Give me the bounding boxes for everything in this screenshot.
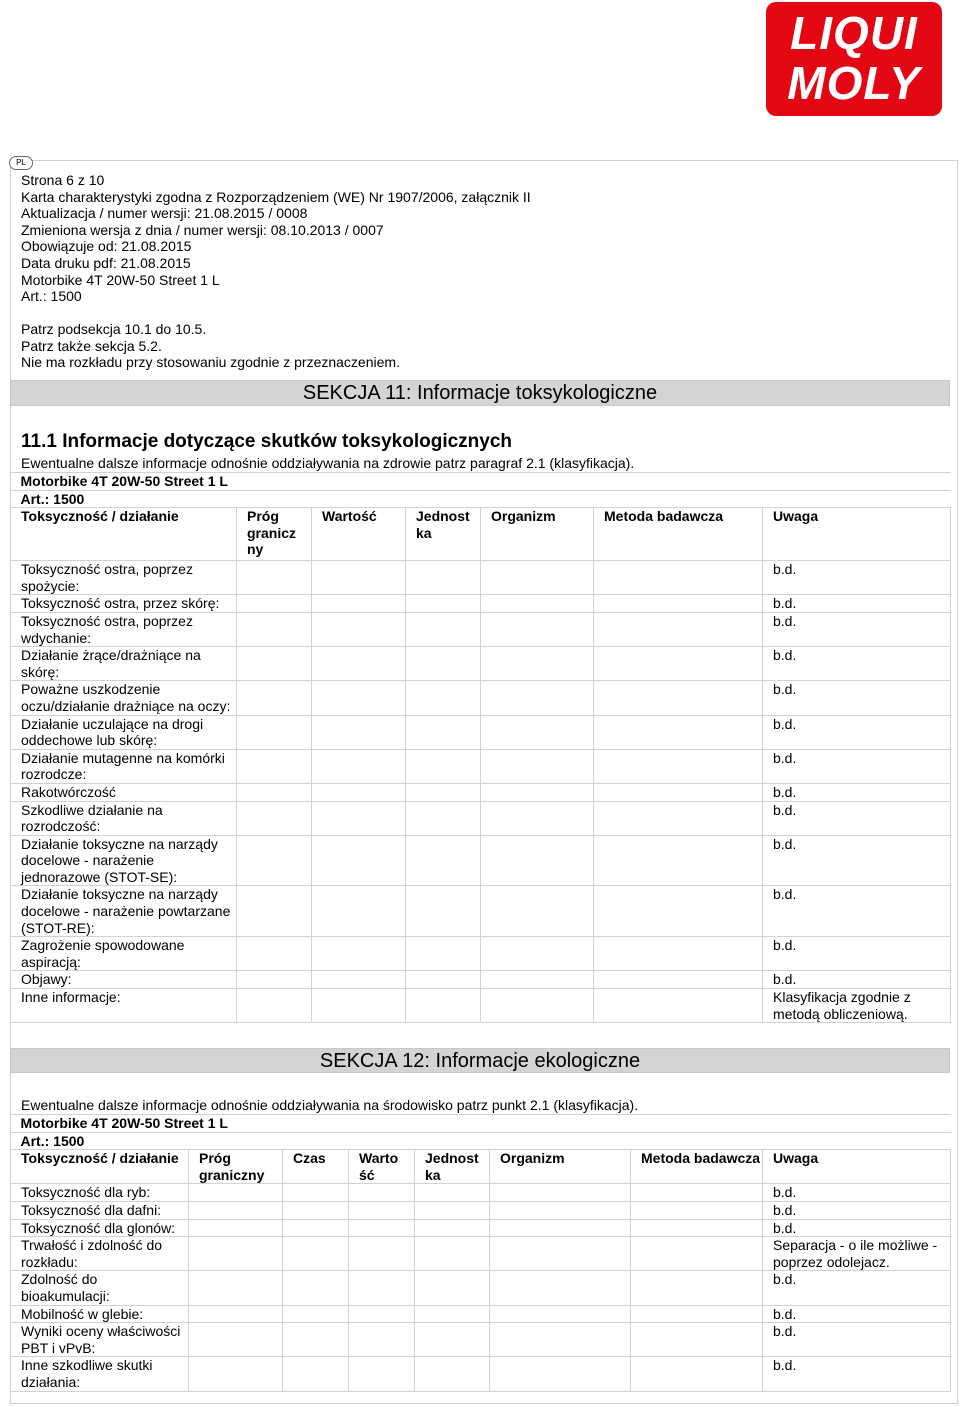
document-header <box>21 172 531 305</box>
header-prev-version: Zmieniona wersja z dnia / numer wersji: 08.10.2013 / 0007 <box>21 221 384 238</box>
row-note: b.d. <box>763 681 951 715</box>
table-row <box>11 886 951 937</box>
header-print-date: Data druku pdf: 21.08.2015 <box>21 254 191 271</box>
intro-line: Patrz także sekcja 5.2. <box>21 337 162 354</box>
table-header-row <box>11 1150 951 1184</box>
table-row <box>11 681 951 715</box>
row-label: Zagrożenie spowodowane aspiracją: <box>11 937 237 971</box>
row-label: Inne informacje: <box>11 989 237 1023</box>
country-badge: PL <box>9 156 33 170</box>
row-label: Działanie toksyczne na narządy docelowe - narażenie jednorazowe (STOT-SE): <box>11 835 237 886</box>
row-label: Mobilność w glebie: <box>11 1305 189 1323</box>
ecology-table <box>10 1114 951 1392</box>
table-row <box>11 1201 951 1219</box>
row-label: Wyniki oceny właściwości PBT i vPvB: <box>11 1323 189 1357</box>
row-note: Separacja - o ile możliwe - poprzez odolejacz. <box>763 1237 951 1271</box>
section-11-title: SEKCJA 11: Informacje toksykologiczne <box>10 380 950 406</box>
col-header: Uwaga <box>763 1150 951 1184</box>
col-header: Organizm <box>490 1150 631 1184</box>
logo-line1: LIQUI <box>790 7 918 59</box>
col-header: Czas <box>283 1150 349 1184</box>
row-note: b.d. <box>763 1219 951 1237</box>
table-row <box>11 1219 951 1237</box>
table-row <box>11 971 951 989</box>
row-note: b.d. <box>763 561 951 595</box>
row-label: Zdolność do bioakumulacji: <box>11 1271 189 1305</box>
row-label: Działanie żrące/drażniące na skórę: <box>11 647 237 681</box>
section-11-note: Ewentualne dalsze informacje odnośnie oddziaływania na zdrowie patrz paragraf 2.1 (klasyfikacja). <box>21 455 635 471</box>
row-label: Toksyczność dla dafni: <box>11 1201 189 1219</box>
col-header: Uwaga <box>763 508 951 561</box>
row-label: Toksyczność ostra, poprzez spożycie: <box>11 561 237 595</box>
table-row <box>11 1184 951 1202</box>
row-note: b.d. <box>763 1271 951 1305</box>
table-row <box>11 595 951 613</box>
row-label: Działanie uczulające na drogi oddechowe lub skórę: <box>11 715 237 749</box>
toxicology-table <box>10 472 951 1023</box>
header-valid-from: Obowiązuje od: 21.08.2015 <box>21 238 192 255</box>
row-note: b.d. <box>763 595 951 613</box>
header-art: Art.: 1500 <box>21 288 82 305</box>
row-label: Toksyczność dla ryb: <box>11 1184 189 1202</box>
table-row <box>11 749 951 783</box>
row-note: b.d. <box>763 1305 951 1323</box>
table-row <box>11 989 951 1023</box>
table-row <box>11 1271 951 1305</box>
liqui-moly-logo <box>766 2 942 116</box>
row-label: Działanie toksyczne na narządy docelowe - narażenie powtarzane (STOT-RE): <box>11 886 237 937</box>
col-header: Metoda badawcza <box>631 1150 763 1184</box>
product-art: Art.: 1500 <box>11 1132 951 1150</box>
intro-block <box>21 321 400 371</box>
col-header: Wartość <box>312 508 406 561</box>
table-row <box>11 647 951 681</box>
table-row <box>11 1237 951 1271</box>
row-note: b.d. <box>763 937 951 971</box>
col-header: Metoda badawcza <box>594 508 763 561</box>
product-art: Art.: 1500 <box>11 490 951 508</box>
row-label: Poważne uszkodzenie oczu/działanie drażniące na oczy: <box>11 681 237 715</box>
col-header: Toksyczność / działanie <box>11 508 237 561</box>
section-11-subtitle: 11.1 Informacje dotyczące skutków toksykologicznych <box>21 431 513 452</box>
header-product: Motorbike 4T 20W-50 Street 1 L <box>21 271 220 288</box>
row-label: Objawy: <box>11 971 237 989</box>
row-note: b.d. <box>763 1323 951 1357</box>
header-page: Strona 6 z 10 <box>21 172 105 188</box>
row-label: Toksyczność dla glonów: <box>11 1219 189 1237</box>
row-note: b.d. <box>763 801 951 835</box>
row-note: b.d. <box>763 1201 951 1219</box>
row-label: Rakotwórczość <box>11 783 237 801</box>
row-label: Trwałość i zdolność do rozkładu: <box>11 1237 189 1271</box>
header-regulation: Karta charakterystyki zgodna z Rozporządzeniem (WE) Nr 1907/2006, załącznik II <box>21 188 531 205</box>
table-row <box>11 801 951 835</box>
table-row <box>11 937 951 971</box>
logo-line2: MOLY <box>787 57 921 109</box>
col-header: Toksyczność / działanie <box>11 1150 189 1184</box>
col-header: Próg graniczny <box>189 1150 283 1184</box>
table-row <box>11 612 951 646</box>
table-row <box>11 1357 951 1391</box>
col-header: Organizm <box>481 508 594 561</box>
section-12-title: SEKCJA 12: Informacje ekologiczne <box>10 1048 950 1073</box>
header-update: Aktualizacja / numer wersji: 21.08.2015 / 0008 <box>21 205 308 222</box>
intro-line: Patrz podsekcja 10.1 do 10.5. <box>21 321 207 337</box>
row-note: b.d. <box>763 835 951 886</box>
row-note: b.d. <box>763 715 951 749</box>
product-name: Motorbike 4T 20W-50 Street 1 L <box>11 1115 951 1133</box>
row-note: Klasyfikacja zgodnie z metodą obliczeniową. <box>763 989 951 1023</box>
row-note: b.d. <box>763 647 951 681</box>
col-header: Warto ść <box>349 1150 415 1184</box>
table-row <box>11 1323 951 1357</box>
section-12-note: Ewentualne dalsze informacje odnośnie oddziaływania na środowisko patrz punkt 2.1 (klasyfikacja). <box>21 1097 639 1113</box>
row-note: b.d. <box>763 749 951 783</box>
table-header-row <box>11 508 951 561</box>
table-row <box>11 561 951 595</box>
table-row <box>11 715 951 749</box>
intro-line: Nie ma rozkładu przy stosowaniu zgodnie z przeznaczeniem. <box>21 354 400 371</box>
row-label: Toksyczność ostra, przez skórę: <box>11 595 237 613</box>
col-header: Jednost ka <box>406 508 481 561</box>
row-label: Toksyczność ostra, poprzez wdychanie: <box>11 612 237 646</box>
row-note: b.d. <box>763 612 951 646</box>
col-header: Próg granicz ny <box>237 508 312 561</box>
row-note: b.d. <box>763 1184 951 1202</box>
row-note: b.d. <box>763 886 951 937</box>
row-note: b.d. <box>763 971 951 989</box>
row-label: Inne szkodliwe skutki działania: <box>11 1357 189 1391</box>
row-label: Działanie mutagenne na komórki rozrodcze: <box>11 749 237 783</box>
row-label: Szkodliwe działanie na rozrodczość: <box>11 801 237 835</box>
table-row <box>11 835 951 886</box>
row-note: b.d. <box>763 783 951 801</box>
col-header: Jednost ka <box>415 1150 490 1184</box>
product-name: Motorbike 4T 20W-50 Street 1 L <box>11 473 951 491</box>
table-row <box>11 783 951 801</box>
table-row <box>11 1305 951 1323</box>
row-note: b.d. <box>763 1357 951 1391</box>
